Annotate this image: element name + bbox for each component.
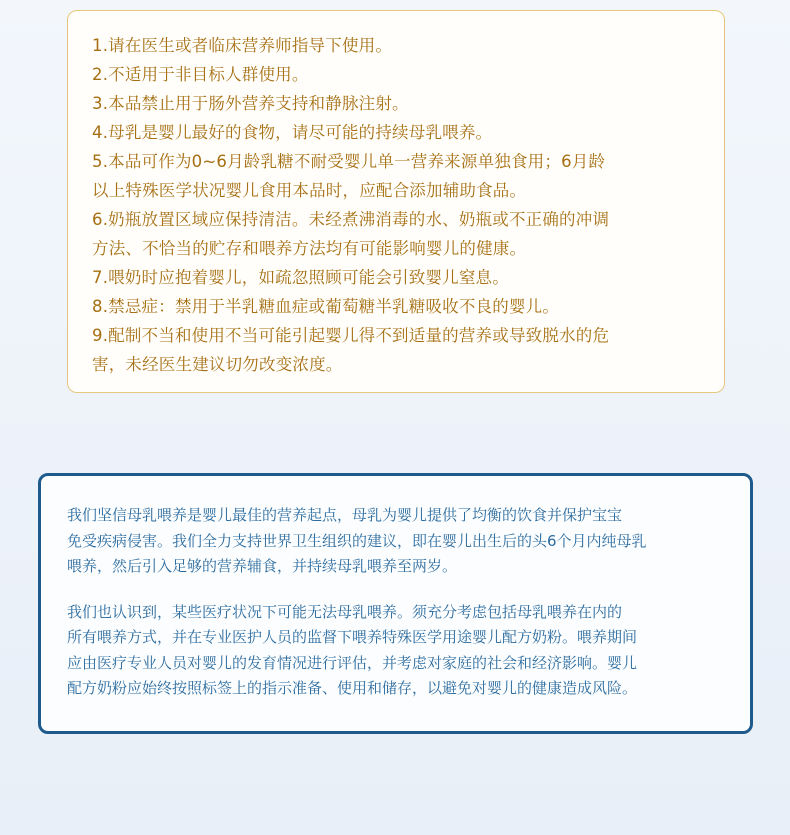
statement-paragraph-2: [67, 600, 725, 702]
statement-paragraph-1: [67, 503, 725, 580]
notice-line-4: 4.母乳是婴儿最好的食物，请尽可能的持续母乳喂养。: [92, 123, 493, 142]
notice-line-8: 8.禁忌症：禁用于半乳糖血症或葡萄糖半乳糖吸收不良的婴儿。: [92, 297, 560, 316]
statement-line: 所有喂养方式，并在专业医护人员的监督下喂养特殊医学用途婴儿配方奶粉。喂养期间: [67, 628, 638, 646]
notice-line-6-cont: 方法、不恰当的贮存和喂养方法均有可能影响婴儿的健康。: [92, 239, 527, 258]
notice-line-6: 6.奶瓶放置区域应保持清洁。未经煮沸消毒的水、奶瓶或不正确的冲调: [92, 210, 610, 229]
statement-line: 免受疾病侵害。我们全力支持世界卫生组织的建议，即在婴儿出生后的头6个月内纯母乳: [67, 531, 647, 550]
notice-line-3: 3.本品禁止用于肠外营养支持和静脉注射。: [92, 94, 409, 113]
notice-line-1: 1.请在医生或者临床营养师指导下使用。: [92, 36, 393, 55]
statement-line: 配方奶粉应始终按照标签上的指示准备、使用和储存，以避免对婴儿的健康造成风险。: [67, 679, 638, 697]
usage-notice-box: [67, 10, 725, 393]
breastfeeding-statement-box: [38, 473, 753, 734]
statement-line: 应由医疗专业人员对婴儿的发育情况进行评估，并考虑对家庭的社会和经济影响。婴儿: [67, 653, 638, 672]
notice-line-2: 2.不适用于非目标人群使用。: [92, 65, 309, 84]
notice-line-9: 9.配制不当和使用不当可能引起婴儿得不到适量的营养或导致脱水的危: [92, 326, 610, 345]
notice-line-7: 7.喂奶时应抱着婴儿，如疏忽照顾可能会引致婴儿窒息。: [92, 268, 509, 287]
notice-line-5-cont: 以上特殊医学状况婴儿食用本品时，应配合添加辅助食品。: [92, 181, 527, 200]
statement-line: 我们坚信母乳喂养是婴儿最佳的营养起点，母乳为婴儿提供了均衡的饮食并保护宝宝: [67, 506, 623, 524]
statement-line: 我们也认识到，某些医疗状况下可能无法母乳喂养。须充分考虑包括母乳喂养在内的: [67, 602, 623, 621]
statement-line: 喂养，然后引入足够的营养辅食，并持续母乳喂养至两岁。: [67, 557, 458, 575]
notice-line-5: 5.本品可作为0~6月龄乳糖不耐受婴儿单一营养来源单独食用；6月龄: [92, 152, 606, 171]
notice-line-9-cont: 害，未经医生建议切勿改变浓度。: [92, 355, 343, 374]
